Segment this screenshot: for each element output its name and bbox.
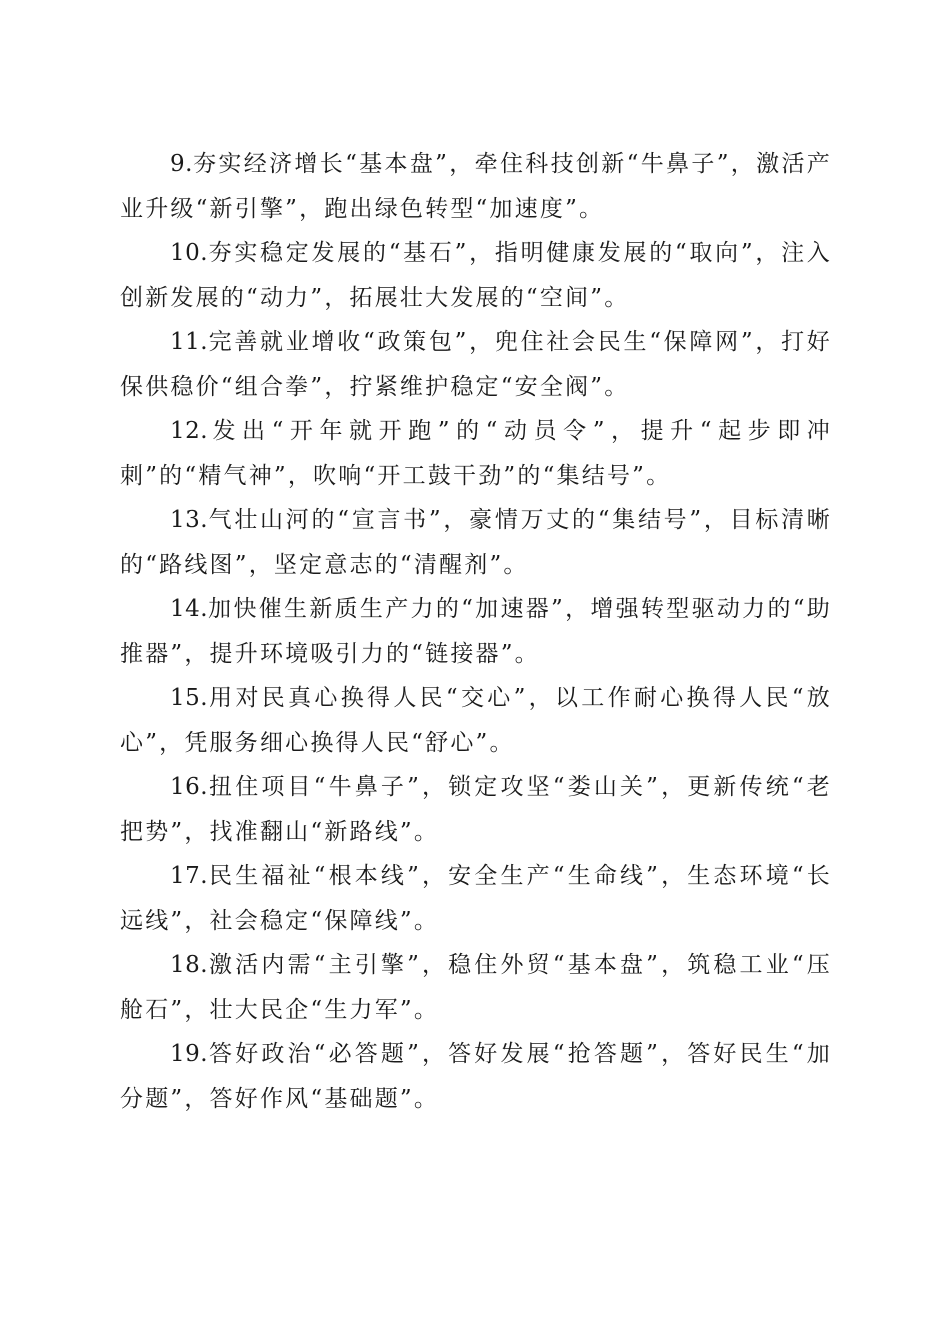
paragraph-text: 扭住项目“牛鼻子”，锁定攻坚“娄山关”，更新传统“老把势”，找准翻山“新路线”。 — [120, 774, 832, 845]
paragraph-text: 夯实稳定发展的“基石”，指明健康发展的“取向”，注入创新发展的“动力”，拓展壮大发展的“空间”。 — [120, 240, 832, 311]
paragraph-13 — [120, 498, 832, 587]
paragraph-number: 9. — [170, 151, 193, 177]
paragraph-9 — [120, 142, 832, 231]
paragraph-14 — [120, 587, 832, 676]
paragraph-text: 民生福祉“根本线”，安全生产“生命线”，生态环境“长远线”，社会稳定“保障线”。 — [120, 863, 832, 934]
paragraph-text: 用对民真心换得人民“交心”，以工作耐心换得人民“放心”，凭服务细心换得人民“舒心”。 — [120, 685, 832, 756]
document-body — [120, 142, 832, 1121]
paragraph-16 — [120, 765, 832, 854]
paragraph-number: 18. — [170, 952, 209, 978]
paragraph-number: 17. — [170, 863, 209, 889]
paragraph-19 — [120, 1032, 832, 1121]
paragraph-17 — [120, 854, 832, 943]
paragraph-number: 16. — [170, 774, 209, 800]
paragraph-text: 激活内需“主引擎”，稳住外贸“基本盘”，筑稳工业“压舱石”，壮大民企“生力军”。 — [120, 952, 832, 1023]
paragraph-text: 发出“开年就开跑”的“动员令”，提升“起步即冲刺”的“精气神”，吹响“开工鼓干劲”的“集结号”。 — [120, 418, 832, 489]
paragraph-number: 10. — [170, 240, 209, 266]
paragraph-number: 11. — [170, 329, 209, 355]
paragraph-number: 15. — [170, 685, 209, 711]
paragraph-15 — [120, 676, 832, 765]
paragraph-text: 夯实经济增长“基本盘”，牵住科技创新“牛鼻子”，激活产业升级“新引擎”，跑出绿色转型“加速度”。 — [120, 151, 832, 222]
paragraph-11 — [120, 320, 832, 409]
paragraph-text: 加快催生新质生产力的“加速器”，增强转型驱动力的“助推器”，提升环境吸引力的“链接器”。 — [120, 596, 832, 667]
paragraph-number: 13. — [170, 507, 209, 533]
paragraph-text: 答好政治“必答题”，答好发展“抢答题”，答好民生“加分题”，答好作风“基础题”。 — [120, 1041, 832, 1112]
paragraph-12 — [120, 409, 832, 498]
paragraph-number: 19. — [170, 1041, 209, 1067]
paragraph-text: 完善就业增收“政策包”，兜住社会民生“保障网”，打好保供稳价“组合拳”，拧紧维护稳定“安全阀”。 — [120, 329, 832, 400]
paragraph-18 — [120, 943, 832, 1032]
paragraph-text: 气壮山河的“宣言书”，豪情万丈的“集结号”，目标清晰的“路线图”，坚定意志的“清醒剂”。 — [120, 507, 832, 578]
paragraph-10 — [120, 231, 832, 320]
paragraph-number: 12. — [170, 418, 209, 444]
paragraph-number: 14. — [170, 596, 209, 622]
